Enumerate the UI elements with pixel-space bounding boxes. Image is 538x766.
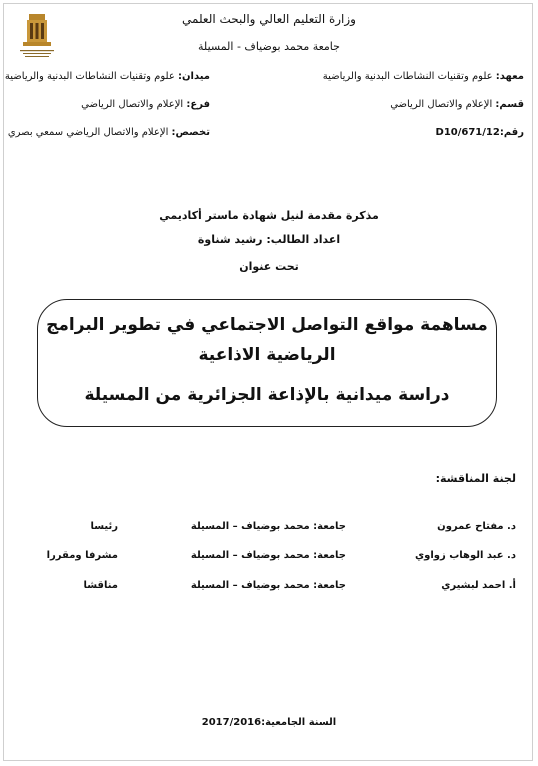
thesis-title-line-1: مساهمة مواقع التواصل الاجتماعي في تطوير البرامج <box>46 315 488 335</box>
branch-value: الإعلام والاتصال الرياضي <box>81 99 187 110</box>
department-value: الإعلام والاتصال الرياضي <box>390 99 496 110</box>
specialty-row <box>8 127 210 138</box>
under-title-label: تحت عنوان <box>239 260 299 273</box>
number-label: رقم: <box>499 127 524 138</box>
ministry-name: وزارة التعليم العالي والبحث العلمي <box>182 12 356 26</box>
memo-line: مذكرة مقدمة لنيل شهادة ماستر أكاديمي <box>159 209 379 222</box>
member-name: د. عبد الوهاب زواوي <box>414 550 516 561</box>
academic-year <box>0 717 538 728</box>
member-role: رئيسا <box>90 521 118 532</box>
committee-heading: لجنة المناقشة: <box>435 472 516 485</box>
university-name: جامعة محمد بوضياف - المسيلة <box>198 40 340 53</box>
field-label: ميدان: <box>177 71 210 82</box>
member-university: جامعة: محمد بوضياف – المسيلة <box>190 580 346 591</box>
specialty-value: الإعلام والاتصال الرياضي سمعي بصري <box>7 127 172 138</box>
year-label: السنة الجامعية: <box>261 717 337 728</box>
institute-value: علوم وتقنيات النشاطات البدنية والرياضية <box>322 71 496 82</box>
specialty-label: تخصص: <box>171 127 210 138</box>
number-row <box>436 127 524 138</box>
number-value: 12/D10/671 <box>435 127 500 138</box>
member-role: مشرفا ومقررا <box>46 550 118 561</box>
member-university: جامعة: محمد بوضياف – المسيلة <box>190 521 346 532</box>
field-row <box>5 71 210 82</box>
institute-label: معهد: <box>495 71 524 82</box>
thesis-subtitle: دراسة ميدانية بالإذاعة الجزائرية من المسيلة <box>84 385 450 405</box>
field-value: علوم وتقنيات النشاطات البدنية والرياضية <box>4 71 178 82</box>
prepared-label: اعداد الطالب: <box>266 233 341 246</box>
thesis-title-line-2: الرياضية الاذاعية <box>198 345 336 365</box>
member-university: جامعة: محمد بوضياف – المسيلة <box>190 550 346 561</box>
institute-row <box>323 71 524 82</box>
branch-row <box>81 99 210 110</box>
year-value: 2017/2016 <box>201 717 262 728</box>
member-name: أ. احمد لبشيري <box>441 580 516 591</box>
department-row <box>390 99 524 110</box>
member-name: د. مفتاح عمرون <box>437 521 516 532</box>
department-label: قسم: <box>495 99 524 110</box>
prepared-value: رشيد شناوة <box>197 233 267 246</box>
branch-label: فرع: <box>186 99 210 110</box>
prepared-by-row <box>0 233 538 246</box>
member-role: مناقشا <box>83 580 118 591</box>
